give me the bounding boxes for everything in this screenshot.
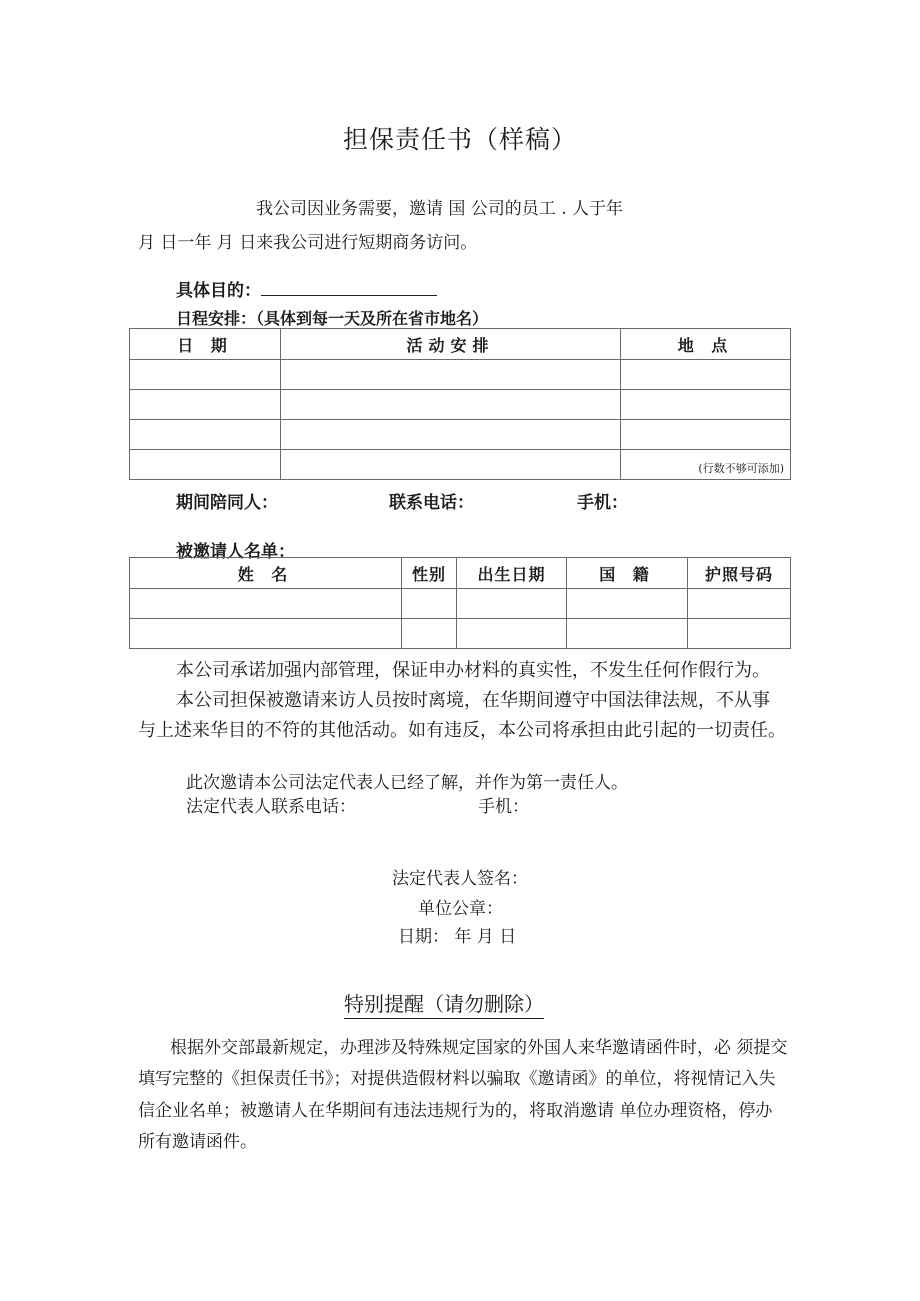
invitee-label: 被邀请人名单： (176, 542, 295, 562)
commitment-line-2: 本公司担保被邀请来访人员按时离境，在华期间遵守中国法律法规，不从事 (176, 690, 770, 711)
schedule-table (129, 328, 791, 480)
schedule-header-activity: 活动安排 (281, 329, 621, 360)
companion-mobile-label: 手机： (577, 493, 628, 513)
reminder-line-2: 填写完整的《担保责任书》；对提供造假材料以骗取《邀请函》的单位，将视情记入失 (138, 1069, 776, 1089)
schedule-cell[interactable] (621, 450, 791, 480)
purpose-label: 具体目的： (176, 281, 261, 301)
invitee-table (129, 557, 791, 649)
schedule-cell[interactable] (281, 420, 621, 450)
table-row (130, 360, 791, 390)
invitee-cell[interactable] (130, 589, 402, 619)
invitee-cell[interactable] (130, 619, 402, 649)
invitee-cell[interactable] (457, 589, 567, 619)
schedule-cell[interactable] (621, 390, 791, 420)
intro-line-2: 月 日一年 月 日来我公司进行短期商务访问。 (138, 233, 478, 253)
schedule-cell[interactable] (130, 390, 281, 420)
table-row (130, 390, 791, 420)
reminder-line-3: 信企业名单；被邀请人在华期间有违法违规行为的，将取消邀请 单位办理资格，停办 (138, 1101, 773, 1121)
invitee-header-nationality: 国 籍 (567, 558, 688, 589)
invitee-cell[interactable] (688, 589, 791, 619)
reminder-line-1: 根据外交部最新规定，办理涉及特殊规定国家的外国人来华邀请函件时，必 须提交 (170, 1038, 788, 1058)
schedule-cell[interactable] (621, 360, 791, 390)
companion-phone-label: 联系电话： (389, 493, 474, 513)
table-row (130, 420, 791, 450)
purpose-row (176, 276, 437, 301)
table-row (130, 589, 791, 619)
date-label: 日期： 年 月 日 (398, 927, 517, 947)
invitee-header-birthdate: 出生日期 (457, 558, 567, 589)
schedule-header-date: 日 期 (130, 329, 281, 360)
reminder-line-4: 所有邀请函件。 (138, 1132, 257, 1152)
invitee-cell[interactable] (567, 589, 688, 619)
schedule-cell[interactable] (130, 360, 281, 390)
legal-rep-statement: 此次邀请本公司法定代表人已经了解，并作为第一责任人。 (186, 773, 628, 793)
invitee-cell[interactable] (402, 589, 457, 619)
schedule-cell[interactable] (621, 420, 791, 450)
intro-line-1: 我公司因业务需要，邀请 国 公司的员工 . 人于年 (256, 199, 624, 219)
legal-rep-mobile-label: 手机： (478, 797, 529, 817)
reminder-title: 特别提醒（请勿删除） (344, 988, 544, 1019)
schedule-label: 日程安排：（具体到每一天及所在省市地名） (176, 309, 489, 328)
table-row (130, 619, 791, 649)
invitee-cell[interactable] (457, 619, 567, 649)
invitee-cell[interactable] (688, 619, 791, 649)
schedule-note: (行数不够可添加) (698, 462, 784, 475)
invitee-cell[interactable] (567, 619, 688, 649)
signature-label: 法定代表人签名： (392, 869, 528, 889)
table-row (130, 450, 791, 480)
commitment-line-1: 本公司承诺加强内部管理，保证申办材料的真实性，不发生任何作假行为。 (176, 660, 770, 681)
invitee-cell[interactable] (402, 619, 457, 649)
purpose-blank-line[interactable] (261, 279, 437, 296)
legal-rep-phone-label: 法定代表人联系电话： (186, 797, 356, 817)
schedule-cell[interactable] (130, 450, 281, 480)
schedule-cell[interactable] (130, 420, 281, 450)
invitee-header-gender: 性别 (402, 558, 457, 589)
document-title: 担保责任书（样稿） (342, 125, 577, 154)
commitment-line-3: 与上述来华目的不符的其他活动。如有违反，本公司将承担由此引起的一切责任。 (138, 720, 786, 741)
invitee-header-passport: 护照号码 (688, 558, 791, 589)
schedule-header-location: 地 点 (621, 329, 791, 360)
schedule-cell[interactable] (281, 390, 621, 420)
companion-label: 期间陪同人： (176, 493, 278, 513)
schedule-cell[interactable] (281, 450, 621, 480)
seal-label: 单位公章： (418, 899, 503, 919)
schedule-cell[interactable] (281, 360, 621, 390)
invitee-header-name: 姓 名 (130, 558, 402, 589)
